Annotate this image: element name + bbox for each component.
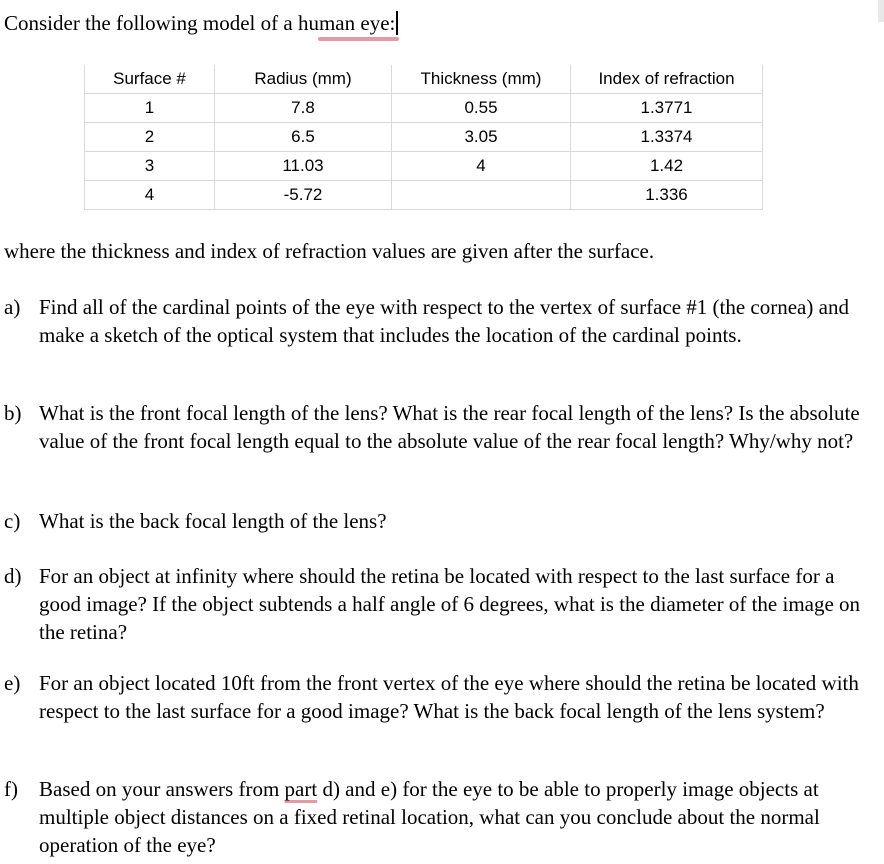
question-text: What is the front focal length of the lens? What is the rear focal length of the lens? Is the absolute value of the front focal length equal to the absolute value of the rear focal length? Why/why not?: [39, 401, 860, 453]
cell-index: 1.42: [571, 152, 763, 181]
cell-index: 1.3374: [571, 123, 763, 152]
intro-text-marked: a human: [283, 11, 356, 35]
question-text-marked: part: [284, 777, 318, 801]
text-cursor: [396, 11, 398, 35]
question-label: b): [4, 401, 22, 425]
spellcheck-underline: [318, 37, 399, 41]
intro-text-after: eye:: [355, 11, 396, 35]
header-radius: Radius (mm): [215, 65, 392, 94]
question-label: e): [4, 671, 21, 695]
question-label: a): [4, 295, 21, 319]
cell-radius: -5.72: [215, 181, 392, 210]
intro-text-before: Consider the following model of: [4, 11, 284, 35]
cell-radius: 6.5: [215, 123, 392, 152]
cell-surface: 4: [85, 181, 215, 210]
table-row: [85, 94, 763, 123]
table-row: [85, 181, 763, 210]
table-row: [85, 152, 763, 181]
question-f: [4, 775, 874, 859]
table-header-row: [85, 65, 763, 94]
header-thickness: Thickness (mm): [392, 65, 571, 94]
question-text-before: Based on your answers from: [39, 777, 285, 801]
cell-index: 1.336: [571, 181, 763, 210]
cell-surface: 3: [85, 152, 215, 181]
question-e: [4, 669, 874, 725]
question-text: What is the back focal length of the lens?: [39, 509, 387, 533]
question-text: [39, 775, 874, 859]
cell-surface: 1: [85, 94, 215, 123]
question-label: c): [4, 509, 21, 533]
question-text: For an object at infinity where should the retina be located with respect to the last surface for a good image? If the object subtends a half angle of 6 degrees, what is the diameter of the image on the retina?: [39, 564, 861, 644]
cell-thickness: [392, 181, 571, 210]
question-c: [4, 507, 874, 535]
question-label: f): [4, 777, 18, 801]
cell-radius: 11.03: [215, 152, 392, 181]
table-row: [85, 123, 763, 152]
question-a: [4, 293, 874, 349]
table-note: where the thickness and index of refraction values are given after the surface.: [4, 239, 655, 263]
eye-model-table: [84, 65, 763, 210]
question-text-after: d) and e) for the eye to be able to properly image objects at multiple object distances on a fixed retinal location, what can you conclude about the normal operation of the eye?: [39, 777, 820, 857]
cell-surface: 2: [85, 123, 215, 152]
question-text: Find all of the cardinal points of the eye with respect to the vertex of surface #1 (the cornea) and make a sketch of the optical system that includes the location of the cardinal points.: [39, 295, 849, 347]
cell-radius: 7.8: [215, 94, 392, 123]
header-index: Index of refraction: [571, 65, 763, 94]
question-d: [4, 562, 874, 646]
cell-index: 1.3771: [571, 94, 763, 123]
question-text: For an object located 10ft from the front vertex of the eye where should the retina be located with respect to the last surface for a good image? What is the back focal length of the lens system?: [39, 671, 859, 723]
cell-thickness: 3.05: [392, 123, 571, 152]
question-b: [4, 399, 874, 455]
header-surface: Surface #: [85, 65, 215, 94]
intro-sentence: [4, 8, 398, 38]
cell-thickness: 0.55: [392, 94, 571, 123]
scrollbar-edge: [878, 0, 884, 22]
cell-thickness: 4: [392, 152, 571, 181]
question-label: d): [4, 564, 22, 588]
